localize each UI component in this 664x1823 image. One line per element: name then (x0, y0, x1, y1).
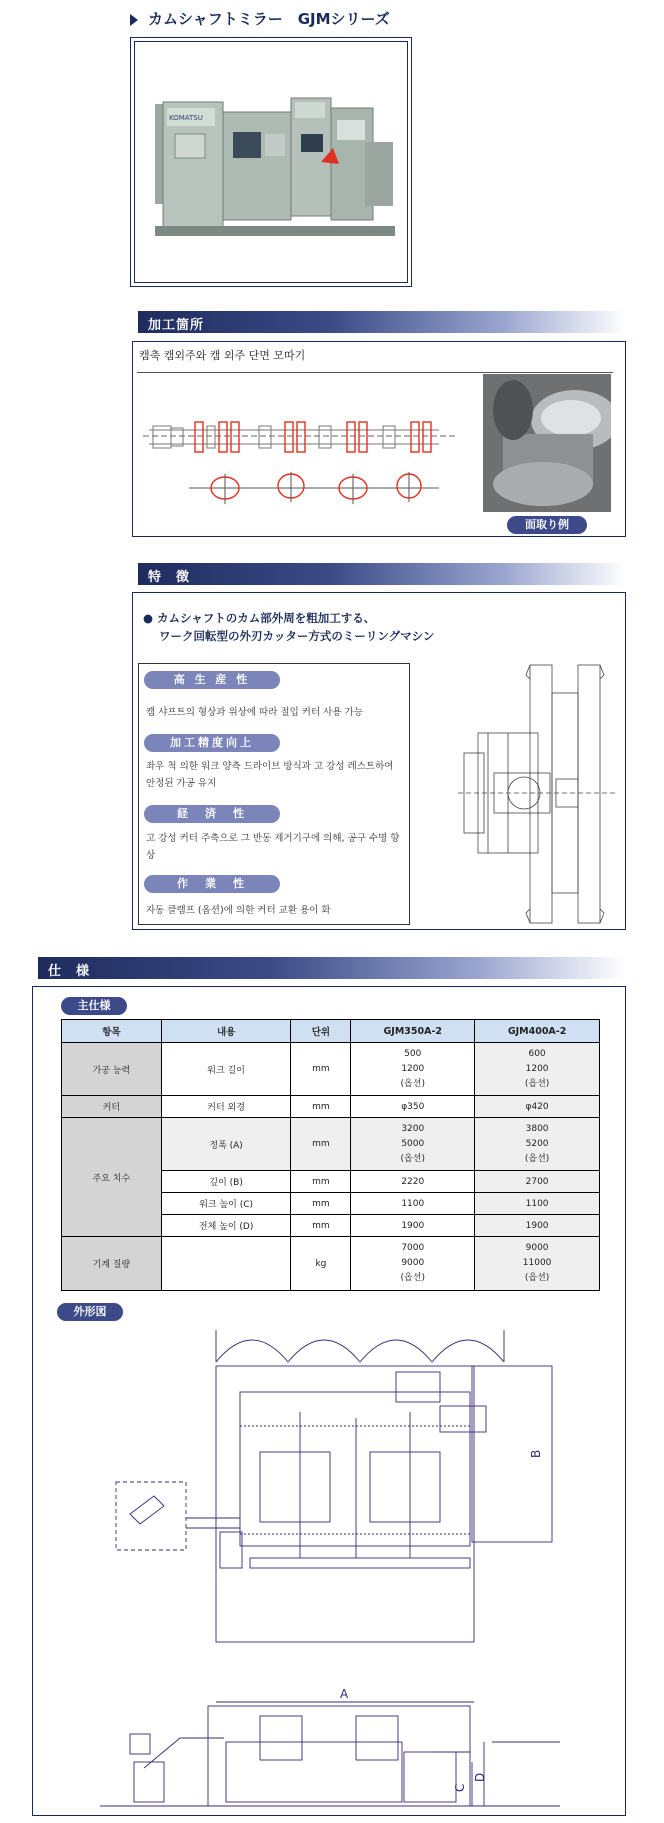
table-cell: 워크 길이 (161, 1043, 291, 1096)
machining-caption: 캠축 캠외주와 캠 외주 단면 모따기 (139, 349, 306, 362)
table-cell: φ420 (475, 1096, 600, 1118)
page-title: カムシャフトミラー GJMシリーズ (130, 8, 390, 29)
outline-drawing (100, 1322, 560, 1810)
section-header-machining: 加工箇所 (132, 311, 626, 333)
triangle-bullet-icon (130, 14, 138, 26)
feature-text-productivity: 캠 샤프트의 형상과 위상에 따라 절입 커터 사용 가능 (146, 707, 363, 718)
svg-text:KOMATSU: KOMATSU (169, 114, 203, 122)
table-cell: 1100 (475, 1193, 600, 1215)
machining-panel (132, 341, 626, 537)
header-stub (132, 563, 138, 585)
table-cell: mm (291, 1215, 351, 1237)
table-cell: 3200 5000 (옵션) (351, 1118, 475, 1171)
table-cell: kg (291, 1237, 351, 1291)
table-cell: 600 1200 (옵션) (475, 1043, 600, 1096)
table-cell: 7000 9000 (옵션) (351, 1237, 475, 1291)
header-stub (132, 311, 138, 333)
machine-photo-frame (130, 37, 412, 287)
table-cell: 1900 (475, 1215, 600, 1237)
table-header-row (62, 1020, 600, 1043)
table-cell: 가공 능력 (62, 1043, 162, 1096)
table-cell: 2700 (475, 1171, 600, 1193)
camshaft-drawing (139, 382, 459, 532)
feature-label-workability: 作 業 性 (144, 875, 280, 893)
dim-label-a: A (340, 1687, 349, 1701)
dim-label-b: B (529, 1449, 543, 1458)
section-header-features: 特 徴 (132, 563, 626, 585)
table-cell: 9000 11000 (옵션) (475, 1237, 600, 1291)
table-cell: 워크 높이 (C) (161, 1193, 291, 1215)
table-cell: 깊이 (B) (161, 1171, 291, 1193)
machine-photo (134, 41, 408, 283)
main-spec-label: 主仕様 (61, 997, 127, 1015)
table-cell: 2220 (351, 1171, 475, 1193)
features-intro-line1: ● カムシャフトのカム部外周を粗加工する、 (143, 611, 376, 625)
table-cell (161, 1237, 291, 1291)
table-header-cell: GJM350A-2 (351, 1020, 475, 1043)
table-cell: mm (291, 1171, 351, 1193)
table-cell: mm (291, 1043, 351, 1096)
table-row (62, 1118, 600, 1171)
table-cell: 500 1200 (옵션) (351, 1043, 475, 1096)
table-row (62, 1237, 600, 1291)
features-list-box (138, 663, 410, 925)
header-stub (32, 957, 38, 979)
table-cell: 커터 외경 (161, 1096, 291, 1118)
feature-text-precision: 좌우 척 의한 워크 양측 드라이브 방식과 고 강성 레스트하여 안정된 가공 유지 (146, 761, 394, 789)
spec-table (61, 1019, 600, 1291)
outline-drawing-label: 外形図 (57, 1303, 123, 1321)
chamfer-example-label: 面取り例 (507, 516, 587, 534)
feature-label-productivity: 高 生 産 性 (144, 671, 280, 689)
table-cell: 정폭 (A) (161, 1118, 291, 1171)
feature-text-economy: 고 강성 커터 주축으로 그 반동 제거기구에 의해, 공구 수명 향상 (146, 833, 400, 861)
chamfer-example-photo (483, 374, 611, 512)
table-cell: 기계 질량 (62, 1237, 162, 1291)
dim-label-d: D (473, 1772, 487, 1782)
feature-text-workability: 자동 클램프 (옵션)에 의한 커터 교환 용이 화 (146, 905, 331, 916)
features-intro-line2: ワーク回転型の外刃カッター方式のミーリングマシン (159, 629, 435, 643)
table-header-cell: 단위 (291, 1020, 351, 1043)
table-header-cell: 내용 (161, 1020, 291, 1043)
table-cell: mm (291, 1118, 351, 1171)
table-cell: 전체 높이 (D) (161, 1215, 291, 1237)
camshaft-mirror-machine-image (135, 42, 409, 284)
table-row (62, 1043, 600, 1096)
table-cell: 1100 (351, 1193, 475, 1215)
features-panel (132, 592, 626, 930)
section-header-spec: 仕 様 (32, 957, 626, 979)
feature-label-precision: 加工精度向上 (144, 734, 280, 752)
table-cell: φ350 (351, 1096, 475, 1118)
table-cell: mm (291, 1096, 351, 1118)
table-cell: 주요 치수 (62, 1118, 162, 1237)
table-row (62, 1096, 600, 1118)
cutter-cross-section-drawing (458, 663, 618, 925)
feature-label-economy: 経 済 性 (144, 805, 280, 823)
divider (137, 372, 613, 373)
table-cell: 커터 (62, 1096, 162, 1118)
table-header-cell: 항목 (62, 1020, 162, 1043)
table-cell: 1900 (351, 1215, 475, 1237)
table-cell: 3800 5200 (옵션) (475, 1118, 600, 1171)
dim-label-c: C (453, 1783, 467, 1792)
table-cell: mm (291, 1193, 351, 1215)
table-header-cell: GJM400A-2 (475, 1020, 600, 1043)
